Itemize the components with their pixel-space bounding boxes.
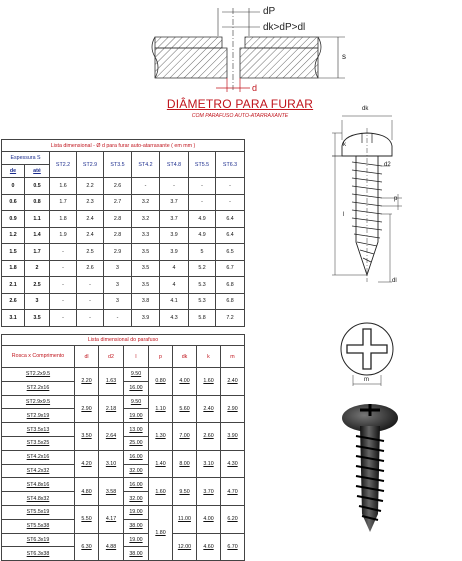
table-cell: 0 [2,178,25,195]
table-row [2,293,245,310]
table-cell: 6.4 [216,227,245,244]
table-cell: 3.5 [132,244,160,261]
rosca-header: Rosca x Comprimento [2,346,75,368]
p-header: p [149,346,173,368]
table-cell: 2.8 [104,211,132,228]
table-cell: - [216,194,245,211]
table-cell: 25.00 [124,436,149,450]
table-cell: 1.60 [197,368,221,396]
table-cell: 3.10 [197,450,221,478]
dk-header: dk [173,346,197,368]
table-cell: 4.3 [160,310,189,327]
table-cell: 5.3 [189,293,216,310]
table-cell: 2.64 [99,423,124,451]
table-cell: 0.80 [149,368,173,396]
table-cell: ST2.2x16 [2,381,75,395]
table-cell: 19.00 [124,505,149,519]
d2-header: d2 [99,346,124,368]
table-cell: 1.5 [2,244,25,261]
table-cell: 2.18 [99,395,124,423]
table-cell: 3.50 [75,423,99,451]
table-cell: 2.90 [221,395,245,423]
dk-dp-dl-label: dk>dP>dl [263,22,306,33]
table-cell: 3.9 [160,244,189,261]
screw-k-label: k [343,142,346,148]
table-cell: ST3.5x13 [2,423,75,437]
table-cell: 3.90 [221,423,245,451]
table-row [2,227,245,244]
table-cell: 1.6 [50,178,77,195]
table-cell: 1.7 [50,194,77,211]
table-cell: 4.30 [221,450,245,478]
table-cell: 1.10 [149,395,173,423]
table-cell: 6.70 [221,533,245,561]
table-cell: - [77,293,104,310]
table-cell: - [77,310,104,327]
table-cell: 6.5 [216,244,245,261]
table-row [2,533,245,547]
table-cell: 3.7 [160,194,189,211]
table-cell: 2.3 [77,194,104,211]
table-cell: 3.8 [132,293,160,310]
table-cell: - [189,178,216,195]
screw-illustration [330,396,420,536]
table-cell: 1.7 [25,244,50,261]
table-cell: 5.50 [75,505,99,533]
table-cell: 19.00 [124,409,149,423]
table-cell: 4.20 [75,450,99,478]
table-cell: 3 [25,293,50,310]
table-cell: ST6.3x19 [2,533,75,547]
table-row [2,244,245,261]
table-cell: - [189,194,216,211]
l-header: l [124,346,149,368]
table-cell: 3.58 [99,478,124,506]
table-cell: - [50,244,77,261]
table-cell: 19.00 [124,533,149,547]
col-header: ST4.8 [160,152,189,178]
table-cell: 2.7 [104,194,132,211]
table-cell: 4.9 [189,227,216,244]
table-row [2,423,245,437]
col-header: ST4.2 [132,152,160,178]
table-cell: - [160,178,189,195]
table-row [2,505,245,519]
table-cell: 2.40 [221,368,245,396]
table-cell: 5.2 [189,260,216,277]
table-cell: 1.63 [99,368,124,396]
table-cell: - [50,310,77,327]
table-cell: 12.00 [173,533,197,561]
table-cell: 1.30 [149,423,173,451]
screw-dk-label: dk [362,106,369,112]
table-cell: 2.5 [77,244,104,261]
page-title: DIÂMETRO PARA FURAR [166,97,314,111]
table-cell: 6.8 [216,277,245,294]
table-cell: 4.17 [99,505,124,533]
table-cell: 2.60 [197,423,221,451]
table-cell: 2.2 [77,178,104,195]
table-cell: 1.80 [149,505,173,560]
table-cell: 16.00 [124,450,149,464]
table-cell: ST2.2x9.5 [2,368,75,382]
screw-side-drawing [330,110,450,290]
table-cell: 1.4 [25,227,50,244]
d-label: d [252,83,258,93]
screw-dimension-table [1,334,245,561]
table-cell: ST4.2x16 [2,450,75,464]
table-cell: 2.6 [77,260,104,277]
table-cell: 3.2 [132,211,160,228]
table-cell: 6.4 [216,211,245,228]
table-cell: 2.20 [75,368,99,396]
espessura-header: Espessura S [2,152,50,165]
table-cell: 2.4 [77,211,104,228]
screw-p-label: p [394,196,398,202]
table-row [2,178,245,195]
table-row [2,310,245,327]
table-cell: 3 [104,277,132,294]
screw-dl-label: dl [392,278,397,284]
screw-l-label: l [343,212,345,218]
table-cell: 16.00 [124,478,149,492]
table-cell: 2.9 [104,244,132,261]
table-row [2,450,245,464]
table-cell: 9.50 [124,395,149,409]
col-header: ST2.2 [50,152,77,178]
col-header: ST6.3 [216,152,245,178]
table-cell: 3.9 [132,310,160,327]
table-cell: - [50,277,77,294]
drill-diameter-table [1,139,245,327]
table-cell: 8.00 [173,450,197,478]
phillips-head-drawing [330,312,410,392]
plate-hole-drawing [0,0,462,100]
table-cell: 1.2 [2,227,25,244]
table-cell: 2.6 [104,178,132,195]
table-cell: 13.00 [124,423,149,437]
table-cell: 2.8 [104,227,132,244]
table-cell: 0.5 [25,178,50,195]
table-cell: 3.5 [25,310,50,327]
table1-caption: Lista dimensional - Ø d para furar auto-atarraxante ( em mm ) [2,140,245,152]
table-cell: - [77,277,104,294]
table-cell: 0.8 [25,194,50,211]
table-cell: 4.88 [99,533,124,561]
table-cell: 1.8 [50,211,77,228]
table-cell: 11.00 [173,505,197,533]
table-cell: 1.40 [149,450,173,478]
table-cell: - [50,293,77,310]
table-cell: 3.5 [132,260,160,277]
s-label: s [342,52,346,61]
table-row [2,368,245,382]
table-cell: 9.50 [124,368,149,382]
table-cell: 3.9 [160,227,189,244]
table-cell: 1.8 [2,260,25,277]
table-cell: 4.9 [189,211,216,228]
col-header: ST3.5 [104,152,132,178]
table-cell: ST4.8x32 [2,492,75,506]
table-cell: 4.80 [75,478,99,506]
ate-header: até [25,165,50,178]
m-header: m [221,346,245,368]
table-cell: 5.60 [173,395,197,423]
table-cell: 4.70 [221,478,245,506]
table-row [2,211,245,228]
table-cell: 3 [104,293,132,310]
table-cell: 4.00 [197,505,221,533]
table-cell: ST2.9x9.5 [2,395,75,409]
dp-label: dP [263,6,276,17]
table-cell: 1.1 [25,211,50,228]
table-cell: - [50,260,77,277]
table-cell: 2.1 [2,277,25,294]
table-cell: 7.2 [216,310,245,327]
table-cell: 0.6 [2,194,25,211]
table-cell: 38.00 [124,547,149,561]
table-cell: ST3.5x25 [2,436,75,450]
table-cell: 9.50 [173,478,197,506]
table-cell: - [104,310,132,327]
table-cell: - [132,178,160,195]
table-cell: 7.00 [173,423,197,451]
table-cell: 3.70 [197,478,221,506]
table2-caption: Lista dimensional do parafuso [2,335,245,346]
table-cell: 2.6 [2,293,25,310]
table-cell: 1.9 [50,227,77,244]
table-cell: 0.9 [2,211,25,228]
table-cell: 6.7 [216,260,245,277]
table-row [2,277,245,294]
table-row [2,260,245,277]
table-row [2,395,245,409]
de-header: de [2,165,25,178]
k-header: k [197,346,221,368]
table-cell: 3.5 [132,277,160,294]
table-cell: ST2.9x19 [2,409,75,423]
col-header: ST2.9 [77,152,104,178]
table-cell: 4 [160,260,189,277]
table-cell: ST5.5x19 [2,505,75,519]
table-cell: 32.00 [124,492,149,506]
table-cell: 6.20 [221,505,245,533]
table-cell: 2.5 [25,277,50,294]
table-cell: ST4.8x16 [2,478,75,492]
table-cell: 2.4 [77,227,104,244]
table-cell: 16.00 [124,381,149,395]
table-cell: ST4.2x32 [2,464,75,478]
table-cell: 4.1 [160,293,189,310]
table-cell: 32.00 [124,464,149,478]
table-cell: 5.8 [189,310,216,327]
table-row [2,194,245,211]
table-cell: 1.60 [149,478,173,506]
table-cell: 5.3 [189,277,216,294]
table-cell: 38.00 [124,519,149,533]
page-subtitle: COM PARAFUSO AUTO-ATARRAXANTE [191,113,289,119]
table-cell: 4.00 [173,368,197,396]
table-cell: 4.60 [197,533,221,561]
screw-m-label: m [364,377,369,383]
table-cell: 3.2 [132,194,160,211]
table-cell: ST5.5x38 [2,519,75,533]
table-cell: - [216,178,245,195]
screw-d2-label: d2 [384,162,391,168]
table-cell: 3.7 [160,211,189,228]
table-cell: 6.30 [75,533,99,561]
table-row [2,478,245,492]
table-cell: 4 [160,277,189,294]
table-cell: 3.10 [99,450,124,478]
table-cell: 2.40 [197,395,221,423]
table-cell: 5 [189,244,216,261]
table-cell: 3.1 [2,310,25,327]
dl-header: dl [75,346,99,368]
table-cell: 3 [104,260,132,277]
table-cell: 6.8 [216,293,245,310]
table-cell: 2.90 [75,395,99,423]
table-cell: ST6.3x38 [2,547,75,561]
table-cell: 3.3 [132,227,160,244]
table-cell: 2 [25,260,50,277]
col-header: ST5.5 [189,152,216,178]
